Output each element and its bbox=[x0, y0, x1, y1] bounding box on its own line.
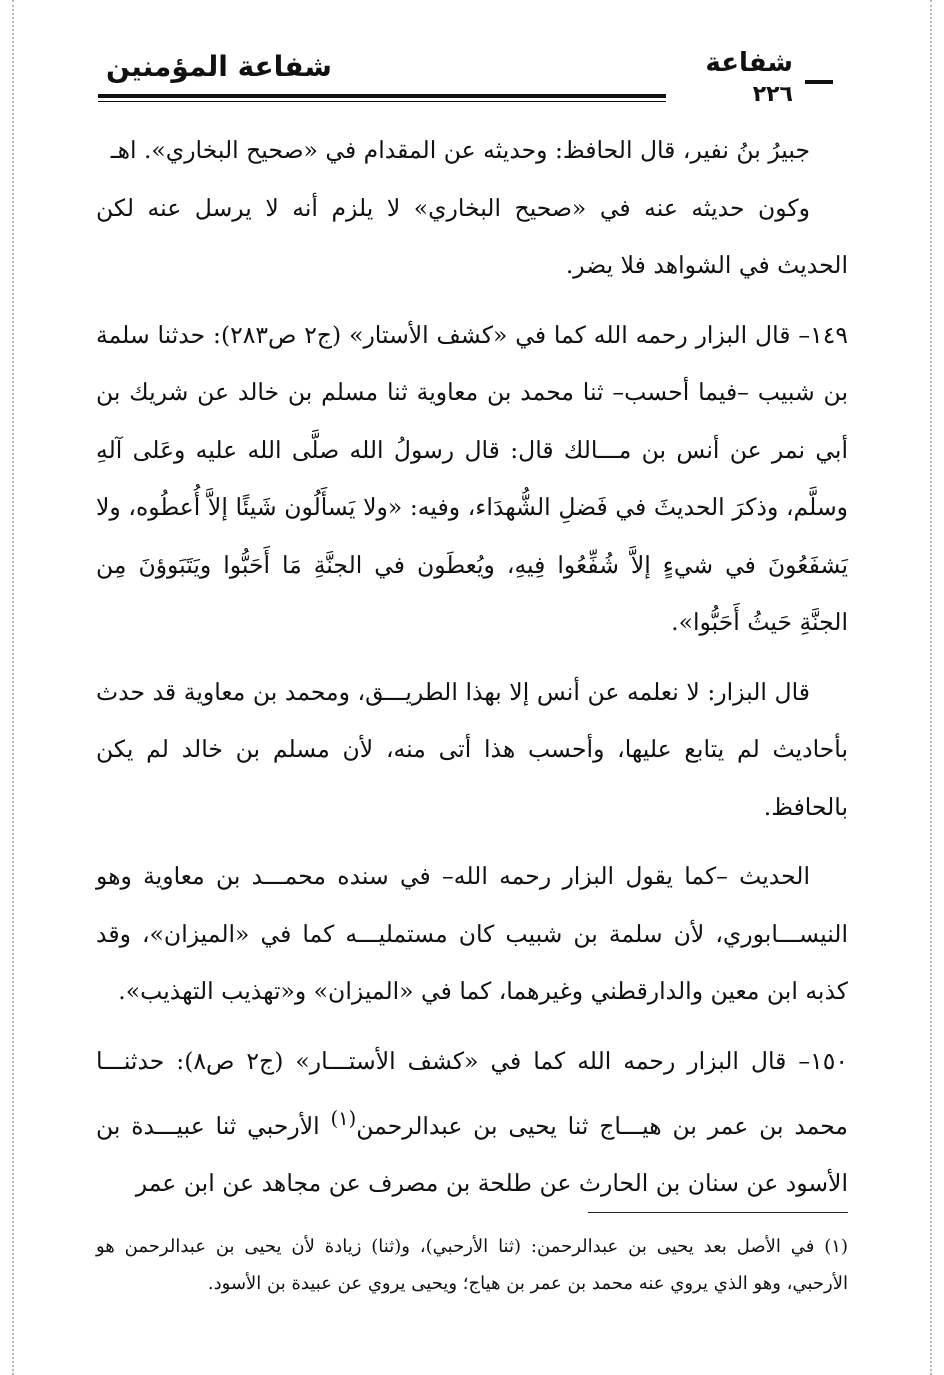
hadith-149: ١٤٩– قال البزار رحمه الله كما في «كشف الأستار» (ج٢ ص٢٨٣): حدثنا سلمة بن شبيب –فيما أحسب– ثنا محمد بن معاوية ثنا مسلم بن خالد عن شريك بن أبي نمر عن أنس بن مـــالك قال: قال رسولُ الله صلَّى الله عليه وعَلى آلهِ وسلَّم، وذكرَ الحديثَ في فَضلِ الشُّهدَاء، وفيه: «ولا يَسأَلُون شَيئًا إلاَّ أُعطُوه، ولا يَشفَعُونَ في شيءٍ إلاَّ شُفِّعُوا فِيهِ، ويُعطَون في الجنَّةِ مَا أَحَبُّوا ويَتَبَوؤنَ مِن الجنَّةِ حَيثُ أَحَبُّوا». bbox=[96, 320, 848, 636]
hadith-150 bbox=[96, 1033, 848, 1213]
paragraph-note: وكون حديثه عنه في «صحيح البخاري» لا يلزم أنه لا يرسل عنه لكن الحديث في الشواهد فلا يضر. bbox=[96, 193, 848, 279]
footnote-1: (١) في الأصل بعد يحيى بن عبدالرحمن: (ثنا الأرحبي)، و(ثنا) زيادة لأن يحيى بن عبدالرحمن هو الأرحبي، وهو الذي يروي عنه محمد بن عمر بن هياج؛ ويحيى يروي عن عبيدة بن الأسود. bbox=[96, 1236, 848, 1294]
header-dash bbox=[805, 80, 833, 84]
paragraph-isnad-critique: الحديث –كما يقول البزار رحمه الله– في سنده محمـــد بن معاوية وهو النيســـابوري، لأن سلمة بن شبيب كان مستمليـــه كما في «الميزان»، وقد كذبه ابن معين والدارقطني وغيرهما، كما في «الميزان» و«تهذيب التهذيب». bbox=[96, 862, 848, 1005]
paragraph-intro: جبيرُ بنُ نفير، قال الحافظ: وحديثه عن المقدام في «صحيح البخاري». اهـ bbox=[110, 136, 810, 164]
right-edge-dots bbox=[930, 0, 932, 1375]
footnote-reference: (١) bbox=[330, 1107, 357, 1130]
footnote-separator bbox=[588, 1212, 848, 1213]
paragraph-bazzar-comment: قال البزار: لا نعلمه عن أنس إلا بهذا الطريـــق، ومحمد بن معاوية قد حدث بأحاديث لم يتابع عليها، وأحسب هذا أتى منه، لأن مسلم بن خالد لم يكن بالحافظ. bbox=[96, 677, 848, 821]
section-mark: شفاعة bbox=[705, 48, 793, 78]
left-edge-dots bbox=[12, 0, 14, 1375]
body-text bbox=[96, 122, 848, 1213]
page-header bbox=[98, 40, 833, 110]
header-rule-thick bbox=[98, 94, 666, 98]
hadith-150-part2: الأرحبي ثنا عبيـــدة بن الأسود عن سنان بن الحارث عن طلحة بن مصرف عن مجاهد عن ابن عمر bbox=[96, 1111, 848, 1198]
header-rule-thin bbox=[98, 101, 666, 102]
page-number: ٢٢٦ bbox=[752, 82, 793, 107]
footnotes bbox=[96, 1228, 848, 1302]
running-title: شفاعة المؤمنين bbox=[106, 50, 332, 83]
hadith-150-part1: ١٥٠– قال البزار رحمه الله كما في «كشف الأستـــار» (ج٢ ص٨): حدثنـــا محمد بن عمر بن هيـــاج ثنا يحيى بن عبدالرحمن bbox=[96, 1046, 848, 1140]
